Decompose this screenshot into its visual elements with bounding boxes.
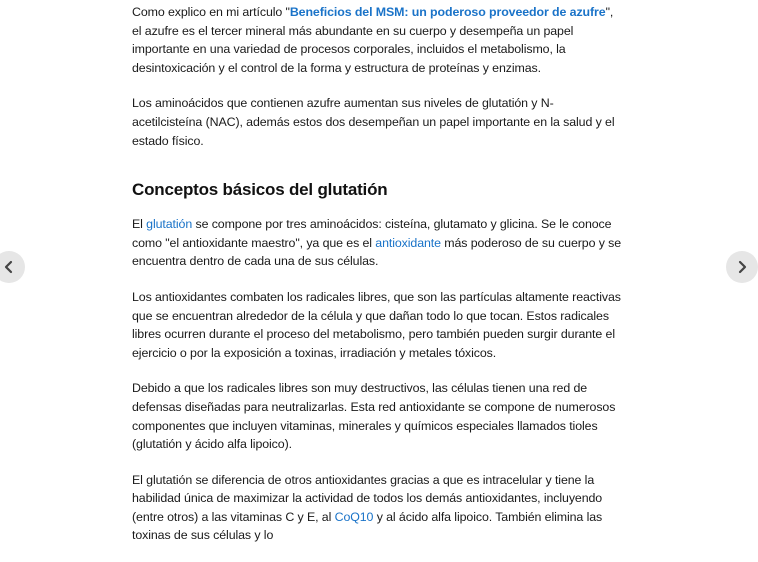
paragraph-intracellular (132, 471, 622, 545)
article-body (132, 0, 622, 562)
antioxidant-link[interactable]: antioxidante (375, 235, 441, 250)
chevron-left-icon (2, 260, 16, 274)
section-heading: Conceptos básicos del glutatión (132, 180, 388, 200)
glutathione-link[interactable]: glutatión (146, 217, 193, 232)
coq10-link[interactable]: CoQ10 (334, 509, 374, 524)
paragraph-free-radicals: Los antioxidantes combaten los radicales libres, que son las partículas altamente reactivas que se encuentran alrededor de la célula y que dañan todo lo que tocan. Estos radicales libres ocurren durante el proceso del metabolismo, pero también pueden surgir durante el ejercicio o por la exposición a toxinas, irradiación y metales tóxicos. (132, 289, 621, 360)
paragraph-antioxidant-network: Debido a que los radicales libres son muy destructivos, las células tienen una red de defensas diseñadas para neutralizarlas. Esta red antioxidante se compone de numerosos componentes que incluyen vitaminas, minerales y químicos especiales llamados tioles (glutatión y ácido alfa lipoico). (132, 381, 616, 452)
paragraph-text: se compone por tres aminoácidos: cisteína, glutamato y glicina. Se le conoce como "el antioxidante maestro", ya que es el (132, 217, 612, 250)
msm-article-link[interactable]: Beneficios del MSM: un poderoso proveedor de azufre (289, 5, 606, 19)
paragraph-text: y al ácido alfa lipoico. También elimina las toxinas de sus células y lo (132, 509, 603, 543)
paragraph-text: más poderoso de su cuerpo y se encuentra dentro de cada una de sus células. (132, 235, 622, 269)
previous-article-button[interactable] (0, 251, 25, 283)
chevron-right-icon (735, 260, 749, 274)
paragraph-text: El glutatión se diferencia de otros antioxidantes gracias a que es intracelular y tiene la habilidad única de maximizar la actividad de todos los demás antioxidantes, incluyendo (entre otros) a las vitaminas C y E, al (132, 472, 603, 524)
paragraph-text: El (132, 217, 147, 232)
paragraph-glutathione-basics (132, 215, 622, 271)
paragraph-text: Como explico en mi artículo " (132, 5, 290, 19)
paragraph-text: ", el azufre es el tercer mineral más abundante en su cuerpo y desempeña un papel importante en una variedad de procesos corporales, incluidos el metabolismo, la desintoxicación y el control de la forma y estructura de proteínas y enzimas. (132, 5, 614, 75)
paragraph-sulfur (132, 3, 622, 77)
next-article-button[interactable] (726, 251, 758, 283)
paragraph-amino-acids: Los aminoácidos que contienen azufre aumentan sus niveles de glutatión y N-acetilcisteína (NAC), además estos dos desempeñan un papel importante en la salud y el estado físico. (132, 96, 615, 148)
